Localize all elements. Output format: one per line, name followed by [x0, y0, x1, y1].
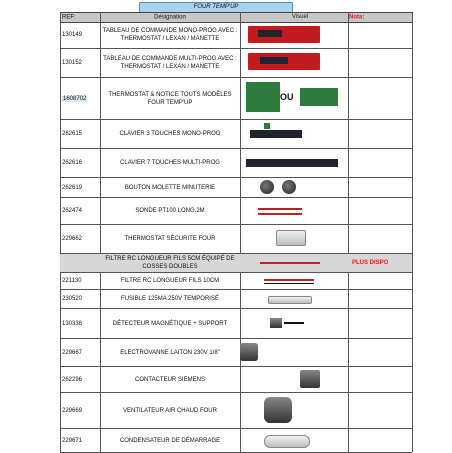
- detector-shape: [270, 318, 282, 328]
- designation-cell: CONDENSATEUR DE DÉMARRAGE: [119, 437, 221, 444]
- fuse-image: [240, 290, 348, 308]
- header-designation: Désignation: [154, 14, 186, 20]
- designation-cell: SONDE PT100 LONG.2M: [135, 208, 205, 214]
- fan-shape: [264, 397, 292, 423]
- table-row: [60, 393, 412, 429]
- designation-cell: FILTRE RC LONGUEUR FILS 5CM ÉQUIPÉ DE COSSES DOUBLES: [105, 256, 235, 270]
- designation-cell: VENTILATEUR AIR CHAUD FOUR: [123, 407, 217, 414]
- table-row: [60, 339, 412, 367]
- ref-cell: 1608702: [63, 95, 87, 102]
- valve-image: [240, 339, 348, 366]
- designation-cell: DÉTECTEUR MAGNÉTIQUE + SUPPORT: [112, 320, 228, 327]
- ref-cell: 221130: [62, 278, 82, 284]
- ref-cell: 229667: [62, 349, 83, 356]
- table-row: [60, 367, 412, 393]
- circuit-board-shape: [300, 88, 338, 106]
- valve-shape: [240, 343, 258, 361]
- table-row: [60, 198, 412, 225]
- control-panel-image: [240, 49, 348, 77]
- table-row: [60, 78, 412, 120]
- designation-cell: CLAVIER 7 TOUCHES MULTI-PROG: [120, 160, 220, 166]
- filter-image: [240, 273, 348, 289]
- wire-shape: [264, 283, 314, 284]
- designation-cell: FUSIBLE 125MA 250V TEMPORISÉ: [121, 296, 219, 302]
- display-shape: [260, 57, 288, 64]
- designation-cell: CONTACTEUR SIEMENS: [135, 376, 205, 383]
- display-shape: [258, 30, 282, 37]
- filter-image: [240, 254, 348, 272]
- or-label: OU: [280, 92, 294, 102]
- keypad-shape: [250, 130, 302, 138]
- designation-cell: ELECTROVANNE LAITON 230V 1/8": [120, 349, 220, 356]
- keypad-shape: [246, 159, 338, 167]
- ref-cell: 130338: [62, 320, 83, 327]
- knob-shape: [260, 180, 274, 194]
- ref-cell: 230520: [62, 296, 83, 302]
- table-row: [60, 22, 412, 49]
- table-row: [60, 178, 412, 198]
- wire-shape: [258, 213, 302, 215]
- ref-cell: 229662: [62, 236, 83, 242]
- ref-cell: 130149: [62, 32, 83, 38]
- capacitor-image: [240, 429, 348, 452]
- circuit-board-shape: [246, 82, 280, 112]
- table-row: [60, 309, 412, 339]
- table-row: [60, 290, 412, 309]
- fuse-shape: [268, 296, 312, 304]
- table-row: [60, 225, 412, 254]
- header-note: Nota:: [349, 14, 365, 20]
- thermostat-image: [240, 225, 348, 253]
- sheet-title: FOUR TEMP'UP: [139, 2, 293, 13]
- connector-shape: [264, 123, 270, 129]
- ref-cell: 262615: [62, 131, 83, 137]
- table-row: [60, 120, 412, 149]
- ref-cell: 262474: [62, 208, 83, 214]
- capacitor-shape: [264, 435, 310, 448]
- table-row: [60, 49, 412, 78]
- thermostat-shape: [276, 230, 306, 246]
- note-cell: PLUS DISPO: [352, 260, 389, 266]
- designation-cell: TABLEAU DE COMMANDE MULTI-PROG AVEC : THERMOSTAT / LEXAN / MANETTE: [103, 56, 237, 70]
- header-ref: REF:: [62, 14, 76, 20]
- detector-image: [240, 309, 348, 338]
- fan-image: [240, 393, 348, 428]
- header-visual: Visuel: [291, 14, 309, 20]
- thermostat-image: [240, 78, 348, 119]
- table-row: [60, 273, 412, 290]
- column-line: [412, 12, 413, 452]
- ref-cell: 262616: [62, 160, 83, 166]
- ref-cell: 262619: [62, 184, 83, 191]
- control-panel-image: [240, 22, 348, 48]
- wire-shape: [264, 279, 314, 281]
- designation-cell: FILTRE RC LONGUEUR FILS 10CM: [120, 278, 220, 284]
- ref-cell: 130152: [62, 60, 83, 66]
- knob-image: [240, 178, 348, 197]
- designation-cell: BOUTON MOLETTE MINUTERIE: [124, 184, 216, 191]
- designation-cell: THERMOSTAT & NOTICE TOUTS MODÈLES FOUR TEMP'UP: [108, 91, 232, 106]
- probe-image: [240, 198, 348, 224]
- wire-shape: [284, 322, 304, 324]
- ref-cell: 229671: [62, 437, 83, 444]
- keypad-image: [240, 149, 348, 177]
- wire-shape: [260, 262, 320, 264]
- wire-shape: [258, 208, 302, 210]
- designation-cell: THERMOSTAT SÉCURITE FOUR: [124, 236, 216, 242]
- contactor-shape: [300, 370, 320, 388]
- contactor-image: [240, 367, 348, 392]
- ref-cell: 262296: [62, 376, 83, 383]
- table-row: [60, 254, 412, 273]
- table-row: [60, 429, 412, 453]
- designation-cell: CLAVIER 3 TOUCHES MONO-PROG: [119, 131, 221, 137]
- knob-shape: [282, 180, 296, 194]
- designation-cell: TABLEAU DE COMMANDE MONO-PROG AVEC : THERMOSTAT / LEXAN / MANETTE: [102, 28, 238, 42]
- table-row: [60, 149, 412, 178]
- ref-cell: 229669: [62, 407, 83, 414]
- keypad-image: [240, 120, 348, 148]
